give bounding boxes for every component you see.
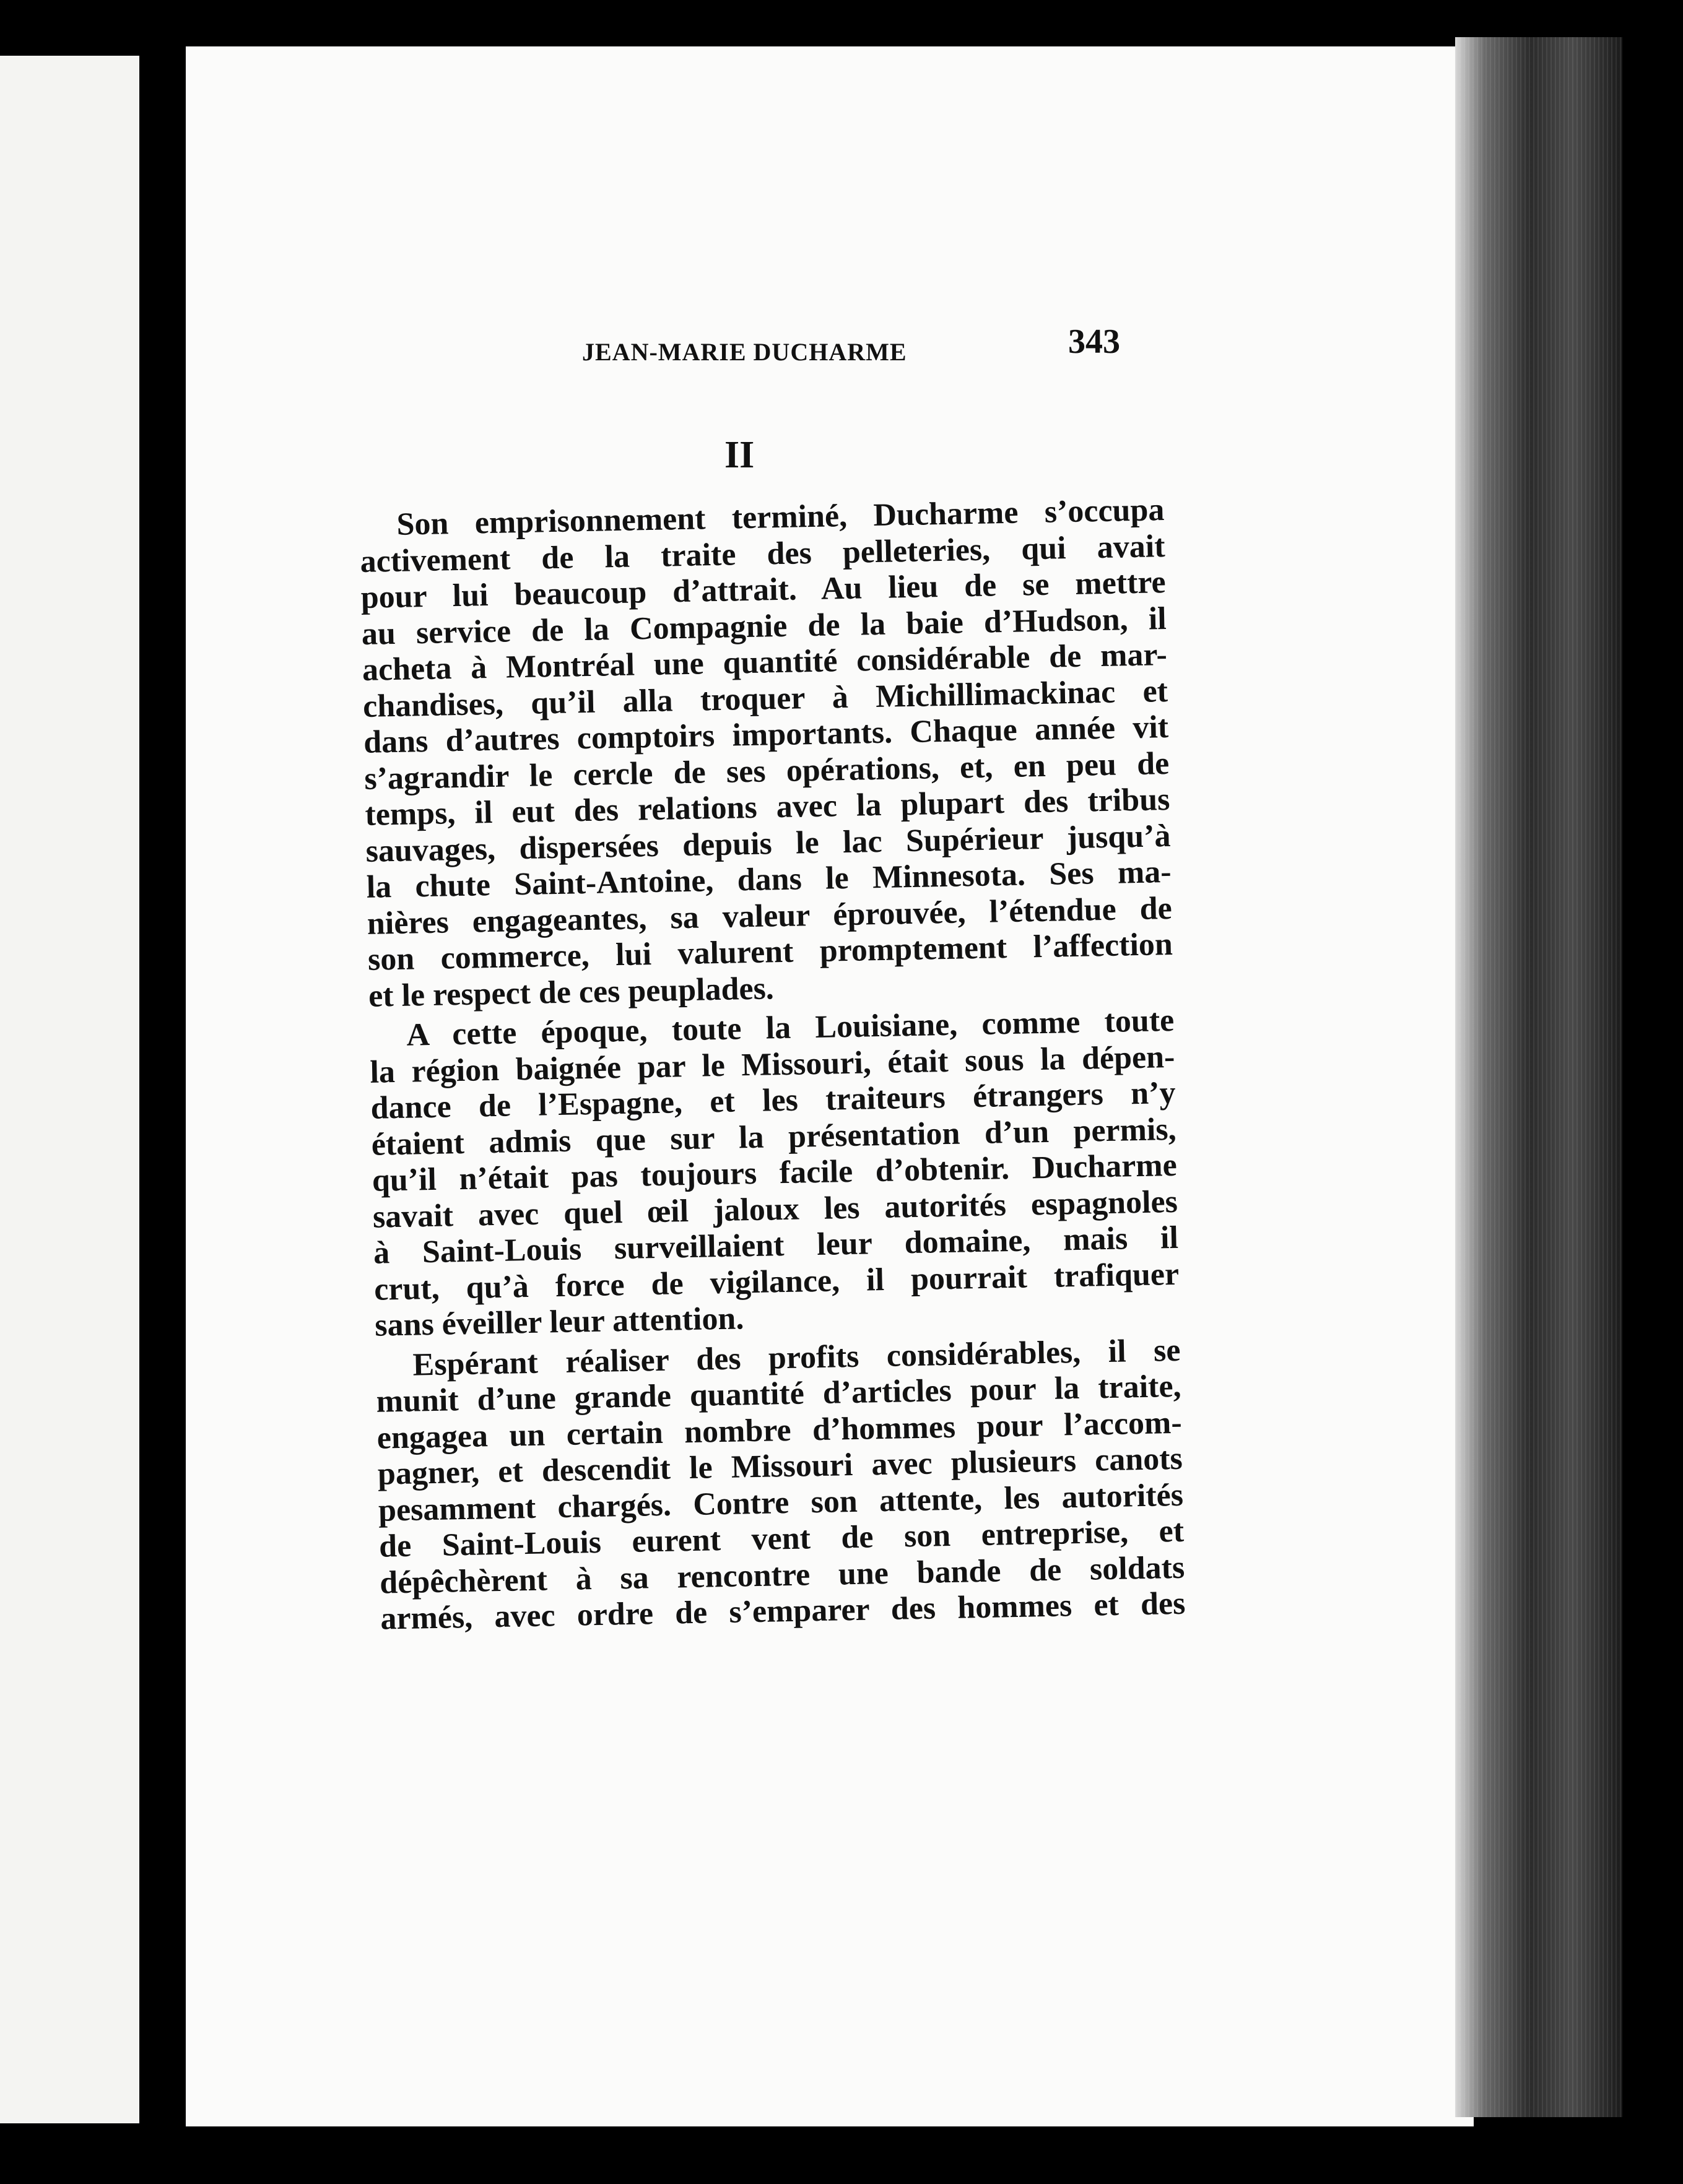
text-line: crut, qu’à force de vigilance, il pourrait trafiquer: [373, 1256, 1180, 1307]
text-line: Espérant réaliser des profits considérables, il se: [412, 1332, 1181, 1383]
text-line: temps, il eut des relations avec la plupart des tribus: [364, 781, 1170, 833]
body-text: [359, 492, 1186, 1641]
text-line: à Saint-Louis surveillaient leur domaine, mais il: [373, 1220, 1179, 1271]
text-line: sauvages, dispersées depuis le lac Supérieur jusqu’à: [365, 818, 1171, 869]
text-line: Son emprisonnement terminé, Ducharme s’occupa: [396, 492, 1165, 542]
text-line: la chute Saint-Antoine, dans le Minnesota. Ses ma-: [366, 854, 1172, 905]
text-line: de Saint-Louis eurent vent de son entreprise, et: [378, 1513, 1185, 1564]
text-line: chandises, qu’il alla troquer à Michillimackinac et: [362, 673, 1168, 724]
text-line: pour lui beaucoup d’attrait. Au lieu de se mettre: [360, 565, 1167, 615]
text-line: pesamment chargés. Contre son attente, les autorités: [378, 1477, 1184, 1528]
text-line: la région baignée par le Missouri, était sous la dépen-: [369, 1039, 1175, 1090]
text-line: munit d’une grande quantité d’articles pour la traite,: [376, 1368, 1182, 1419]
text-line: nières engageantes, sa valeur éprouvée, l’étendue de: [367, 890, 1173, 942]
text-line: A cette époque, toute la Louisiane, comme toute: [406, 1002, 1175, 1053]
text-line: et le respect de ces peuplades.: [368, 970, 775, 1014]
paragraph: [359, 492, 1173, 1015]
section-heading: II: [724, 434, 755, 476]
text-line: armés, avec ordre de s’emparer des hommes et des: [380, 1585, 1186, 1637]
text-line: sans éveiller leur attention.: [374, 1301, 744, 1343]
text-line: étaient admis que sur la présentation d’un permis,: [371, 1111, 1177, 1163]
text-line: au service de la Compagnie de la baie d’Hudson, il: [361, 600, 1167, 652]
text-line: dans d’autres comptoirs importants. Chaque année vit: [363, 709, 1169, 760]
text-line: activement de la traite des pelleteries, qui avait: [360, 528, 1165, 579]
running-head: JEAN-MARIE DUCHARME: [582, 338, 907, 366]
facing-page: [0, 56, 139, 2123]
text-line: son commerce, lui valurent promptement l’affection: [367, 926, 1173, 977]
paragraph: [369, 1003, 1180, 1344]
text-line: dépêchèrent à sa rencontre une bande de soldats: [379, 1549, 1185, 1601]
paragraph: [375, 1332, 1186, 1637]
text-line: qu’il n’était pas toujours facile d’obtenir. Ducharme: [372, 1147, 1178, 1198]
text-line: savait avec quel œil jaloux les autorités espagnoles: [372, 1184, 1178, 1235]
text-line: pagner, et descendit le Missouri avec plusieurs canots: [377, 1441, 1183, 1492]
text-line: acheta à Montréal une quantité considérable de mar-: [362, 637, 1168, 688]
text-line: dance de l’Espagne, et les traiteurs étrangers n’y: [370, 1075, 1176, 1126]
text-line: engagea un certain nombre d’hommes pour l’accom-: [376, 1405, 1183, 1456]
page-number: 343: [1068, 323, 1120, 361]
text-line: s’agrandir le cercle de ses opérations, et, en peu de: [363, 745, 1170, 797]
page-fore-edge-texture: [1455, 37, 1622, 2117]
